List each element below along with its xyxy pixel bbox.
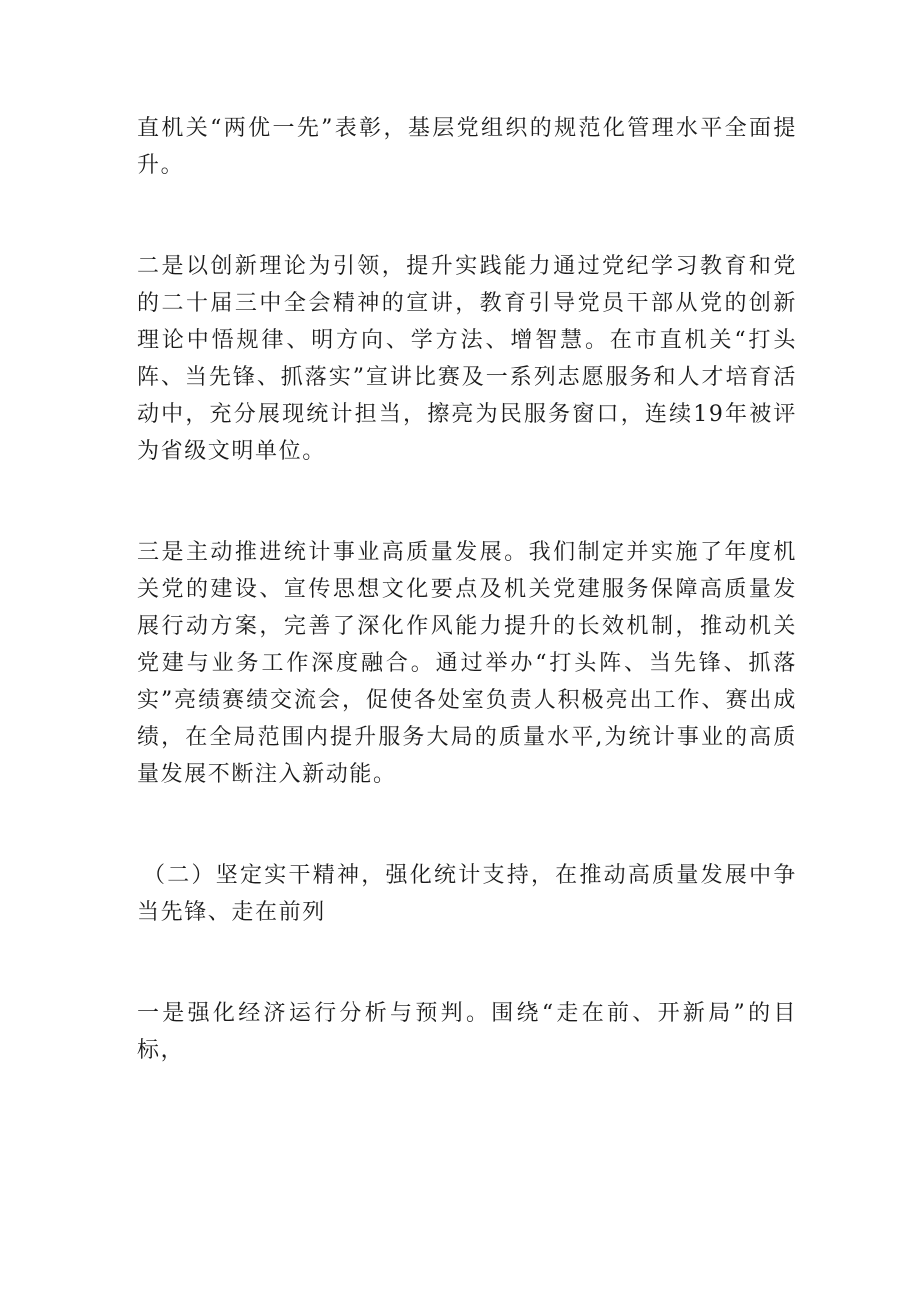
section-heading-two: （二）坚定实干精神，强化统计支持，在推动高质量发展中争当先锋、走在前列 <box>137 863 797 925</box>
paragraph-commendation: 直机关“两优一先”表彰，基层党组织的规范化管理水平全面提升。 <box>137 116 797 178</box>
document-body <box>137 110 797 1069</box>
paragraph-statistics-development: 三是主动推进统计事业高质量发展。我们制定并实施了年度机关党的建设、宣传思想文化要点及机关党建服务保障高质量发展行动方案，完善了深化作风能力提升的长效机制，推动机关党建与业务工作深度融合。通过举办“打头阵、当先锋、抓落实”亮绩赛绩交流会，促使各处室负责人积极亮出工作、赛出成绩，在全局范围内提升服务大局的质量水平,为统计事业的高质量发展不断注入新动能。 <box>137 540 797 787</box>
paragraph-economic-analysis: 一是强化经济运行分析与预判。围绕“走在前、开新局”的目标， <box>137 1001 797 1063</box>
paragraph-innovation-theory: 二是以创新理论为引领，提升实践能力通过党纪学习教育和党的二十届三中全会精神的宣讲，教育引导党员干部从党的创新理论中悟规律、明方向、学方法、增智慧。在市直机关“打头阵、当先锋、抓落实”宣讲比赛及一系列志愿服务和人才培育活动中，充分展现统计担当，擦亮为民服务窗口，连续19年被评为省级文明单位。 <box>137 254 797 464</box>
